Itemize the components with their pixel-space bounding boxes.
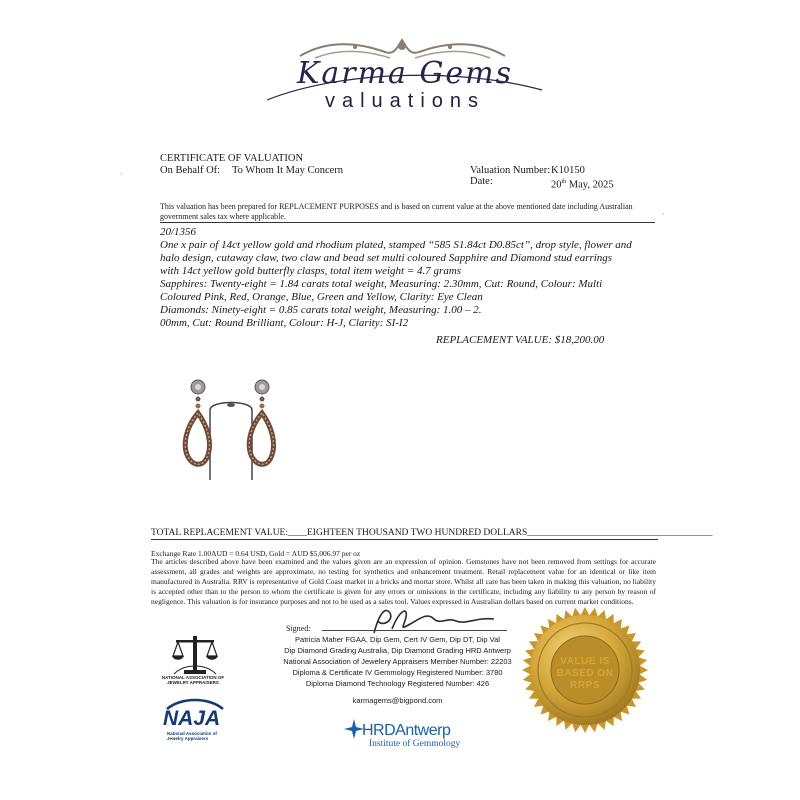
scan-mark: · — [662, 210, 665, 219]
purpose-statement: This valuation has been prepared for REPLACEMENT PURPOSES and is based on current value at the above mentioned date including Australian government sales tax where applicable. — [160, 202, 633, 221]
item-description — [160, 226, 660, 330]
total-replacement-label: TOTAL REPLACEMENT VALUE: — [151, 528, 288, 538]
item-line: Diamonds: Ninety-eight = 0.85 carats total weight, Measuring: 1.00 – 2. — [160, 304, 482, 316]
credential-line: Dip Diamond Grading Australia, Dip Diamond Grading HRD Antwerp — [284, 646, 511, 655]
on-behalf-label: On Behalf Of: — [160, 165, 221, 176]
seal-text: RRPS — [570, 680, 600, 691]
item-line: One x pair of 14ct yellow gold and rhodium plated, stamped “585 S1.84ct D0.85ct”, drop style, flower and — [160, 239, 632, 251]
item-ref: 20/1356 — [160, 226, 197, 238]
scales-of-justice-icon — [170, 630, 220, 678]
item-line: 00mm, Cut: Round Brilliant, Colour: H-J, Clarity: SI-I2 — [160, 317, 409, 329]
exchange-rate: Exchange Rate 1.00AUD = 0.64 USD, Gold = AUD $5,006.97 per oz — [151, 549, 361, 558]
on-behalf-value: To Whom It May Concern — [232, 165, 344, 176]
disclaimer-text: The articles described above have been examined and the values given are an expression of opinion. Gemstones have not been removed from settings for accurate assessment, all grades and weights are approximate, no testing for synthetics and enhancement treatment. Retail replacement value for an identical or like item manufactured in Australia. RRV is representative of Gold Coast market in a bricks and mortar store. Whilst all care has been taken in making this valuation, no liability is accepted other than to the person to whom the certificate is given for any errors or omissions in the certificate, including any liability to any person by reason of negligence. This valuation is for insurance purposes and not to be used as a sales tool. Values expressed in Australian dollars based on current market conditions. — [151, 557, 656, 606]
credential-line: National Association of Jewelery Appraisers Member Number: 22203 — [283, 657, 512, 666]
date-label: Date: — [470, 176, 493, 187]
brand-subtitle: valuations — [324, 90, 486, 112]
signed-label: Signed: — [286, 624, 311, 633]
valuation-number-label: Valuation Number: — [470, 165, 551, 176]
handwritten-signature — [362, 603, 502, 637]
naja-logo-text: NAJA — [163, 707, 221, 730]
date-rest: May, 2025 — [566, 179, 614, 191]
date-value — [551, 176, 614, 192]
contact-email: karmagems@bigpond.com — [352, 696, 443, 705]
brand-name: Karma Gems — [296, 56, 514, 91]
date-day: 20 — [551, 179, 562, 191]
scan-mark: · — [120, 170, 123, 179]
replacement-value: REPLACEMENT VALUE: $18,200.00 — [436, 334, 605, 346]
divider — [160, 222, 655, 223]
date-suffix: th — [561, 179, 567, 185]
seal-text: VALUE IS — [560, 656, 610, 667]
item-line: halo design, cutaway claw, two claw and bead set multi coloured Sapphire and Diamond stud earrings — [160, 252, 613, 264]
naja-tagline: National Association of Jewelry Appraisers — [167, 731, 217, 741]
valuation-number-value: K10150 — [551, 165, 585, 176]
total-replacement-line — [151, 528, 713, 538]
item-line: with 14ct yellow gold butterfly clasps, total item weight = 4.7 grams — [160, 265, 462, 277]
naja-association-text: NATIONAL ASSOCIATION OF JEWELRY APPRAISERS — [161, 675, 225, 685]
hrd-institute-text: Institute of Gemmology — [369, 739, 461, 749]
item-line: Sapphires: Twenty-eight = 1.84 carats total weight, Measuring: 2.30mm, Cut: Round, Colour: Multi — [160, 278, 603, 290]
item-line: Coloured Pink, Red, Orange, Blue, Green and Yellow, Clarity: Eye Clean — [160, 291, 483, 303]
credential-line: Diploma & Certificate IV Gemmology Registered Number: 3780 — [292, 668, 503, 677]
total-replacement-words: ____EIGHTEEN THOUSAND TWO HUNDRED DOLLARS_______________________________________ — [288, 528, 713, 538]
seal-text: BASED ON — [556, 668, 614, 679]
hrd-antwerp-logo-text: HRDAntwerp — [362, 722, 451, 739]
credential-line: Diploma Diamond Technology Registered Number: 426 — [305, 679, 490, 688]
certificate-title: CERTIFICATE OF VALUATION — [160, 153, 304, 164]
earrings-photo — [170, 375, 290, 485]
signature-line — [322, 630, 507, 631]
credential-line: Patricia Maher FGAA, Dip Gem, Cert IV Gem, Dip DT, Dip Val — [295, 635, 500, 644]
divider — [151, 539, 658, 540]
